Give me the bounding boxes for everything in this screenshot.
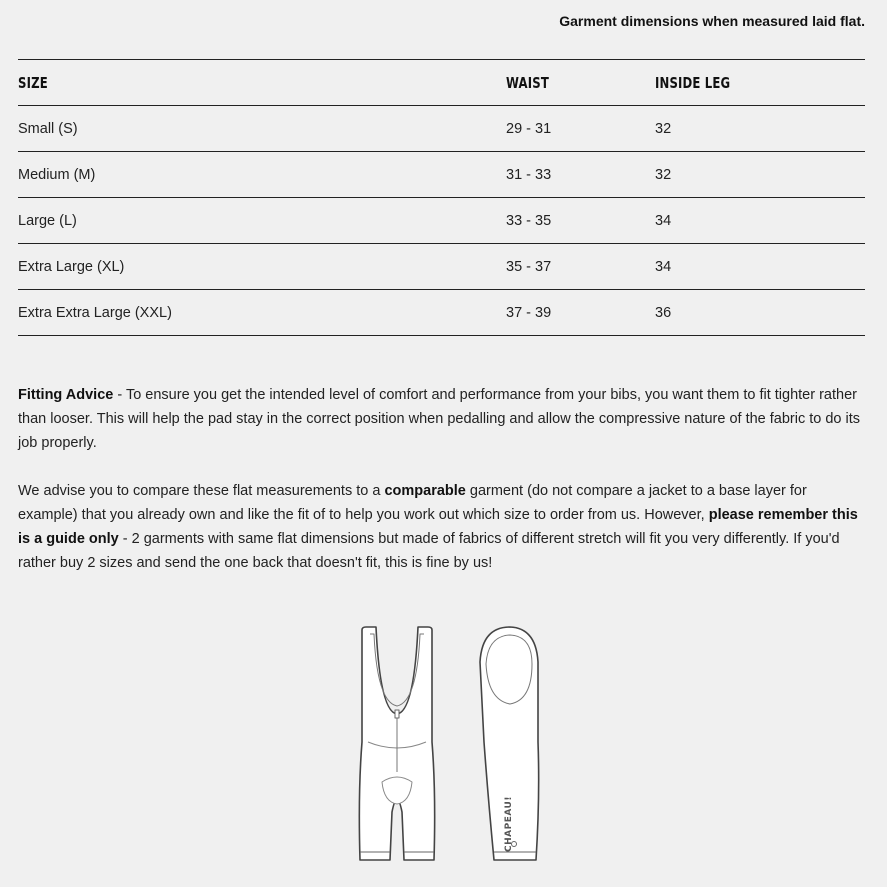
advice-emphasis-comparable: comparable [384,483,466,499]
advice-text-3: - 2 garments with same flat dimensions but made of fabrics of different stretch will fit you very differently. If you'd rather buy 2 sizes and send the one back that doesn't fit, this is fine by us! [18,531,840,571]
table-header-row [18,60,865,106]
inside-leg-cell: 34 [655,244,865,290]
advice-text-1: We advise you to compare these flat measurements to a [18,483,385,499]
fitting-advice-paragraph [18,383,868,455]
fitting-advice-text: - To ensure you get the intended level of comfort and performance from your bibs, you want them to fit tighter rather than looser. This will help the pad stay in the correct position when pedalling and allow the compressive nature of the fabric to do its job properly. [18,387,861,451]
waist-cell: 33 - 35 [506,198,655,244]
header-inside-leg: INSIDE LEG [655,60,819,106]
fitting-advice-label: Fitting Advice [18,387,114,403]
size-cell: Small (S) [18,106,506,152]
waist-cell: 37 - 39 [506,290,655,336]
inside-leg-cell: 36 [655,290,865,336]
waist-cell: 35 - 37 [506,244,655,290]
bib-front-view [359,627,434,860]
waist-cell: 29 - 31 [506,106,655,152]
header-size: SIZE [18,60,399,106]
size-cell: Medium (M) [18,152,506,198]
size-chart-table [18,59,865,336]
size-cell: Extra Extra Large (XXL) [18,290,506,336]
size-cell: Extra Large (XL) [18,244,506,290]
table-row [18,106,865,152]
table-row [18,198,865,244]
measurement-note: Garment dimensions when measured laid flat. [559,13,865,29]
table-row [18,290,865,336]
inside-leg-cell: 32 [655,152,865,198]
advice-text-2: garment (do not compare a jacket to a base layer for example) that you already own and like the fit of to help you work out which size to order from us. However, [18,483,807,523]
table-row [18,244,865,290]
comparison-advice-paragraph [18,479,868,575]
brand-logo: CHAPEAU! [504,796,514,852]
advice-emphasis-guide: please remember this is a guide only [18,507,858,547]
waist-cell: 31 - 33 [506,152,655,198]
size-cell: Large (L) [18,198,506,244]
table-row [18,152,865,198]
inside-leg-cell: 32 [655,106,865,152]
header-waist: WAIST [506,60,622,106]
inside-leg-cell: 34 [655,198,865,244]
